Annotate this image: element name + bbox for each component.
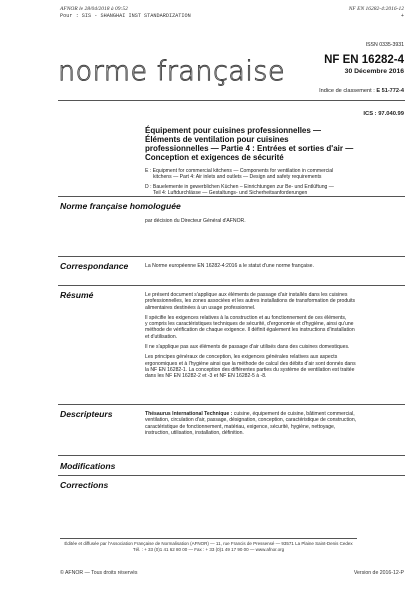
resume-line: Le présent document s'applique aux éléments de passage d'air installés dans les cuisines [145,292,348,298]
header-right-line1: NF EN 16282-4:2016-12 [348,6,404,12]
correspondance-heading: Correspondance [60,261,129,271]
classement-value: E 51-772-4 [376,88,404,94]
footer-publisher [0,541,417,553]
title-fr-line: Éléments de ventilation pour cuisines [145,135,289,144]
corrections-heading: Corrections [60,480,109,490]
resume-line: y compris les caractéristiques techniques de sécurité, d'ergonomie et d'hygiène, ainsi qu'une [145,321,354,328]
header-left-line1: AFNOR le 28/04/2018 à 09:52 [60,6,128,12]
title-en-line: E : Equipment for commercial kitchens — Components for ventilation in commercial [145,168,334,174]
descripteurs-body [145,411,410,436]
descripteurs-heading: Descripteurs [60,409,113,419]
resume-line: dans les NF EN 16282-2 et -3 et NF EN 16282-5 à -8. [145,373,267,380]
descripteurs-label: Thésaurus International Technique : [145,411,234,417]
descripteurs-line: instruction, utilisation, installation, définition. [145,429,244,436]
resume-line: Il ne s'applique pas aux éléments de passage d'air utilisés dans des cuisines domestiques. [145,344,350,351]
descripteurs-line: caractéristique de fonctionnement, matériau, exigence, sécurité, hygiène, nettoyage, [145,423,336,430]
resume-line: alimentaires destinées à un usage professionnel. [145,304,256,311]
resume-line: Il spécifie les exigences relatives à la construction et au fonctionnement de ces éléments, [145,314,347,321]
divider-top [58,100,405,101]
divider [58,404,405,405]
resume-body [145,292,410,380]
standard-number: NF EN 16282-4 [324,54,404,66]
homologuee-heading: Norme française homologuée [60,201,181,211]
title-fr-line: Équipement pour cuisines professionnelles — [145,126,322,135]
resume-line: Les principes généraux de conception, les exigences générales relatives aux aspects [145,354,338,361]
footer-line2: Tél. : + 33 (0)1 41 62 80 00 — Fax : + 33 (0)1 49 17 90 00 — www.afnor.org [132,547,285,552]
divider [58,196,405,197]
resume-line: et d'utilisation. [145,333,178,340]
homologuee-text: par décision du Directeur Général d'AFNOR. [145,218,246,224]
version: Version de 2016-12-P [353,570,404,576]
resume-line: la NF EN 16282-1. La conception des différentes parties du système de ventilation est traitée [145,366,355,373]
classement [319,88,404,94]
brand-logo: norme française [58,56,286,87]
title-block [145,126,410,196]
copyright: © AFNOR — Tous droits réservés [60,570,138,576]
title-en-line: kitchens — Part 4: Air inlets and outlets — Design and safety requirements [153,174,322,181]
divider [58,256,405,257]
resume-heading: Résumé [60,290,94,300]
header-left-line2: Pour : SIS - SHANGHAI INST STANDARDIZATION [60,13,191,19]
divider [58,455,405,456]
title-fr-line: Conception et exigences de sécurité [145,153,284,162]
ics: ICS : 97.040.99 [363,111,404,117]
footer-divider [60,538,357,539]
resume-line: méthode de vérification de chaque exigence. Il définit également les instructions d'installation [145,327,355,334]
classement-label: Indice de classement : [319,88,377,94]
descripteurs-line: cuisine, équipement de cuisine, bâtiment commercial, [233,411,355,417]
title-de-line: D : Bauelemente in gewerblichen Küchen – Einrichtungen zur Be- und Entlüftung — [145,183,334,190]
descripteurs-line: ventilation, circulation d'air, passage, désignation, conception, caractéristique de construction, [145,417,357,424]
resume-line: ergonomiques et à l'hygiène ainsi que la méthode de calcul des débits d'air sont donnés dans [145,360,356,367]
resume-line: professionnelles, les zones associées et les autres installations de transformation de produits [145,298,356,305]
modifications-heading: Modifications [60,461,116,471]
divider [58,475,405,476]
correspondance-text: La Norme européenne EN 16282-4:2016 a le statut d'une norme française. [145,263,314,269]
header-right-line2: + [400,13,404,19]
title-de-line: Teil 4: Luftdurchlässe — Gestaltungs- und Sicherheitsanforderungen [153,189,308,196]
title-fr-line: professionnelles — Partie 4 : Entrées et sorties d'air — [145,144,354,153]
divider [58,285,405,286]
issn: ISSN 0335-3931 [365,42,404,48]
standard-date: 30 Décembre 2016 [344,68,404,75]
footer-line1: Éditée et diffusée par l'Association Française de Normalisation (AFNOR) — 11, rue Francis de Pressensé — 93571 La Plaine Saint-Denis Cedex [64,541,353,546]
